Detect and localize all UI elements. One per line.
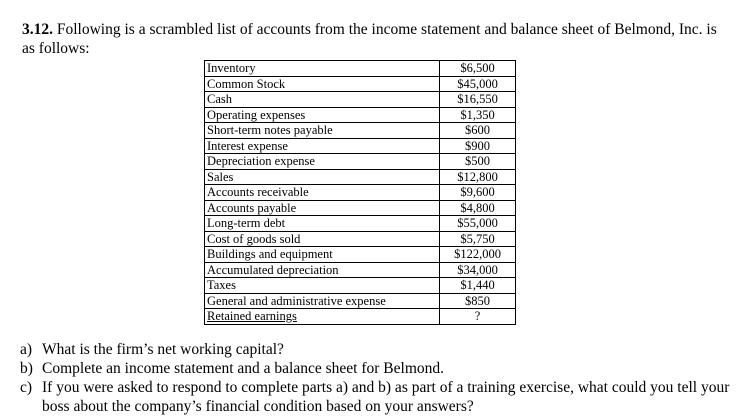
account-amount: $5,750: [440, 231, 516, 247]
account-amount: $9,600: [440, 185, 516, 201]
account-row: [205, 278, 516, 294]
account-row: [205, 262, 516, 278]
account-name: [205, 262, 440, 278]
account-row: [205, 138, 516, 154]
account-name: [205, 247, 440, 263]
problem-statement: [22, 20, 722, 58]
account-name: [205, 216, 440, 232]
account-amount: $45,000: [440, 76, 516, 92]
accounts-table-body: [205, 61, 516, 325]
question-item: [20, 359, 735, 378]
account-row: [205, 293, 516, 309]
account-row: [205, 107, 516, 123]
account-name-text: Short-term notes payable: [207, 123, 333, 137]
account-row: [205, 154, 516, 170]
account-amount: $1,350: [440, 107, 516, 123]
account-name: [205, 231, 440, 247]
account-name: [205, 169, 440, 185]
problem-number: 3.12.: [22, 21, 53, 38]
account-name-text: Inventory: [207, 61, 256, 75]
question-letter: c): [20, 379, 33, 396]
account-name-text: Cost of goods sold: [207, 231, 301, 246]
account-name-text: General and administrative expense: [207, 293, 386, 308]
account-row: [205, 247, 516, 263]
account-row: [205, 123, 516, 139]
account-amount: $122,000: [440, 247, 516, 263]
account-name-text: Retained earnings: [207, 309, 297, 323]
account-name: [205, 154, 440, 170]
account-name-text: Long-term debt: [207, 216, 286, 230]
account-name-text: Accumulated depreciation: [207, 262, 339, 277]
account-name: [205, 185, 440, 201]
account-name-text: Taxes: [207, 278, 236, 292]
account-amount: ?: [440, 309, 516, 325]
account-name: [205, 293, 440, 309]
question-item: [20, 378, 735, 416]
question-list: [20, 340, 735, 416]
question-letter: b): [20, 360, 33, 377]
account-name: [205, 309, 440, 325]
account-name: [205, 278, 440, 294]
account-name-text: Common Stock: [207, 76, 286, 91]
account-name: [205, 200, 440, 216]
account-amount: $850: [440, 293, 516, 309]
account-amount: $1,440: [440, 278, 516, 294]
account-row: [205, 309, 516, 325]
question-text: What is the firm’s net working capital?: [42, 341, 284, 358]
account-amount: $55,000: [440, 216, 516, 232]
account-amount: $34,000: [440, 262, 516, 278]
account-name-text: Accounts receivable: [207, 185, 309, 199]
account-name-text: Interest expense: [207, 138, 288, 153]
account-row: [205, 169, 516, 185]
account-name: [205, 138, 440, 154]
account-amount: $600: [440, 123, 516, 139]
account-name-text: Buildings and equipment: [207, 247, 333, 261]
account-name-text: Sales: [207, 169, 234, 184]
account-row: [205, 185, 516, 201]
account-name: [205, 92, 440, 108]
account-name-text: Depreciation expense: [207, 154, 315, 168]
account-row: [205, 200, 516, 216]
account-name-text: Cash: [207, 92, 232, 106]
account-name: [205, 61, 440, 77]
account-amount: $900: [440, 138, 516, 154]
account-name: [205, 107, 440, 123]
account-row: [205, 92, 516, 108]
account-name-text: Operating expenses: [207, 107, 306, 122]
account-amount: $12,800: [440, 169, 516, 185]
account-name: [205, 123, 440, 139]
question-text: Complete an income statement and a balance sheet for Belmond.: [42, 360, 445, 377]
problem-text: Following is a scrambled list of accounts from the income statement and balance sheet of Belmond, Inc. is as follows:: [22, 21, 717, 57]
question-text: If you were asked to respond to complete parts a) and b) as part of a training exercise, what could you tell your boss about the company’s financial condition based on your answers?: [42, 379, 730, 415]
account-name-text: Accounts payable: [207, 200, 297, 215]
account-amount: $4,800: [440, 200, 516, 216]
account-row: [205, 61, 516, 77]
question-letter: a): [20, 341, 33, 358]
account-amount: $16,550: [440, 92, 516, 108]
account-row: [205, 216, 516, 232]
question-item: [20, 340, 735, 359]
account-amount: $6,500: [440, 61, 516, 77]
account-row: [205, 231, 516, 247]
account-amount: $500: [440, 154, 516, 170]
accounts-table: [204, 60, 516, 325]
account-row: [205, 76, 516, 92]
account-name: [205, 76, 440, 92]
